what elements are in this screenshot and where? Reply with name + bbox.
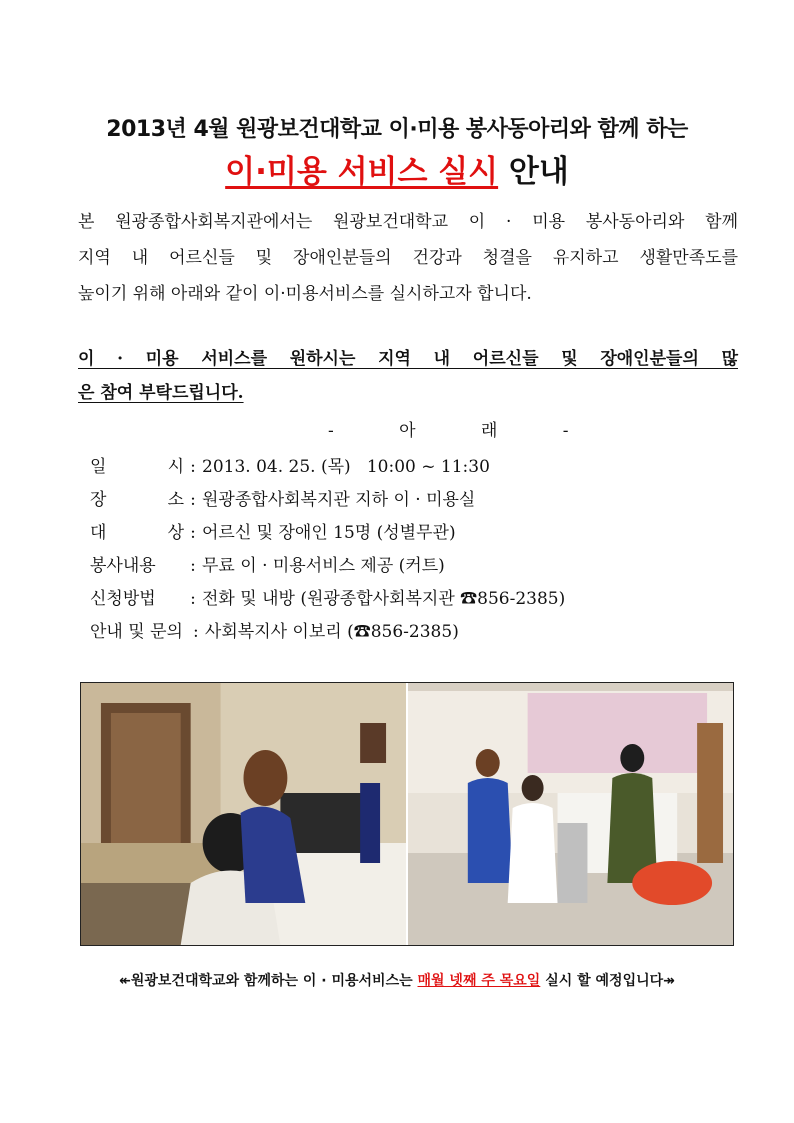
footer-prefix: ↞원광보건대학교와 함께하는 이 · 미용서비스는 [119,973,413,989]
footer-suffix: 실시 할 예정입니다↠ [545,973,675,989]
haircut-photo-1-image [81,683,406,945]
title-suffix: 안내 [508,154,569,190]
photo-strip [80,682,734,946]
detail-row-date: 일 시 : 2013. 04. 25. (목) 10:00 ~ 11:30 [90,451,565,484]
haircut-photo-1 [81,683,408,945]
detail-row-apply: 신청방법 : 전화 및 내방 (원광종합사회복지관 ☎856-2385) [90,583,565,616]
title-line-2 [0,146,794,191]
participation-request [78,342,738,410]
detail-value: 어르신 및 장애인 15명 (성별무관) [202,523,456,543]
title-highlight: 이·미용 서비스 실시 [225,154,499,190]
footer-note [0,970,794,990]
detail-label: 일 시 [90,457,184,477]
detail-value: 무료 이 · 미용서비스 제공 (커트) [202,556,445,576]
section-label: - 아 래 - [328,421,569,441]
request-line-1: 이 · 미용 서비스를 원하시는 지역 내 어르신들 및 장애인분들의 많 [78,349,738,369]
detail-label: 대 상 [90,523,184,543]
request-line-2: 은 참여 부탁드립니다. [78,383,244,403]
detail-value: 2013. 04. 25. (목) 10:00 ~ 11:30 [202,457,490,477]
footer-schedule: 매월 넷째 주 목요일 [417,973,541,989]
detail-row-place: 장 소 : 원광종합사회복지관 지하 이 · 미용실 [90,484,565,517]
details-list [90,451,565,649]
detail-label: 신청방법 [90,589,156,609]
detail-row-content: 봉사내용 : 무료 이 · 미용서비스 제공 (커트) [90,550,565,583]
detail-row-contact: 안내 및 문의 : 사회복지사 이보리 (☎856-2385) [90,616,565,649]
intro-line-1: 본 원광종합사회복지관에서는 원광보건대학교 이 · 미용 봉사동아리와 함께 [78,212,738,232]
detail-row-target: 대 상 : 어르신 및 장애인 15명 (성별무관) [90,517,565,550]
detail-value: 원광종합사회복지관 지하 이 · 미용실 [202,490,476,510]
haircut-photo-2 [408,683,733,945]
haircut-photo-2-image [408,683,733,945]
intro-line-3: 높이기 위해 아래와 같이 이·미용서비스를 실시하고자 합니다. [78,284,532,304]
detail-label: 장 소 [90,490,184,510]
detail-label: 봉사내용 [90,556,156,576]
title-line-1: 2013년 4월 원광보건대학교 이·미용 봉사동아리와 함께 하는 [106,117,688,142]
detail-value: 사회복지사 이보리 (☎856-2385) [204,622,459,642]
detail-value: 전화 및 내방 (원광종합사회복지관 ☎856-2385) [202,589,566,609]
detail-label: 안내 및 문의 [90,622,183,642]
intro-line-2: 지역 내 어르신들 및 장애인분들의 건강과 청결을 유지하고 생활만족도를 [78,248,738,268]
intro-paragraph [78,204,738,312]
